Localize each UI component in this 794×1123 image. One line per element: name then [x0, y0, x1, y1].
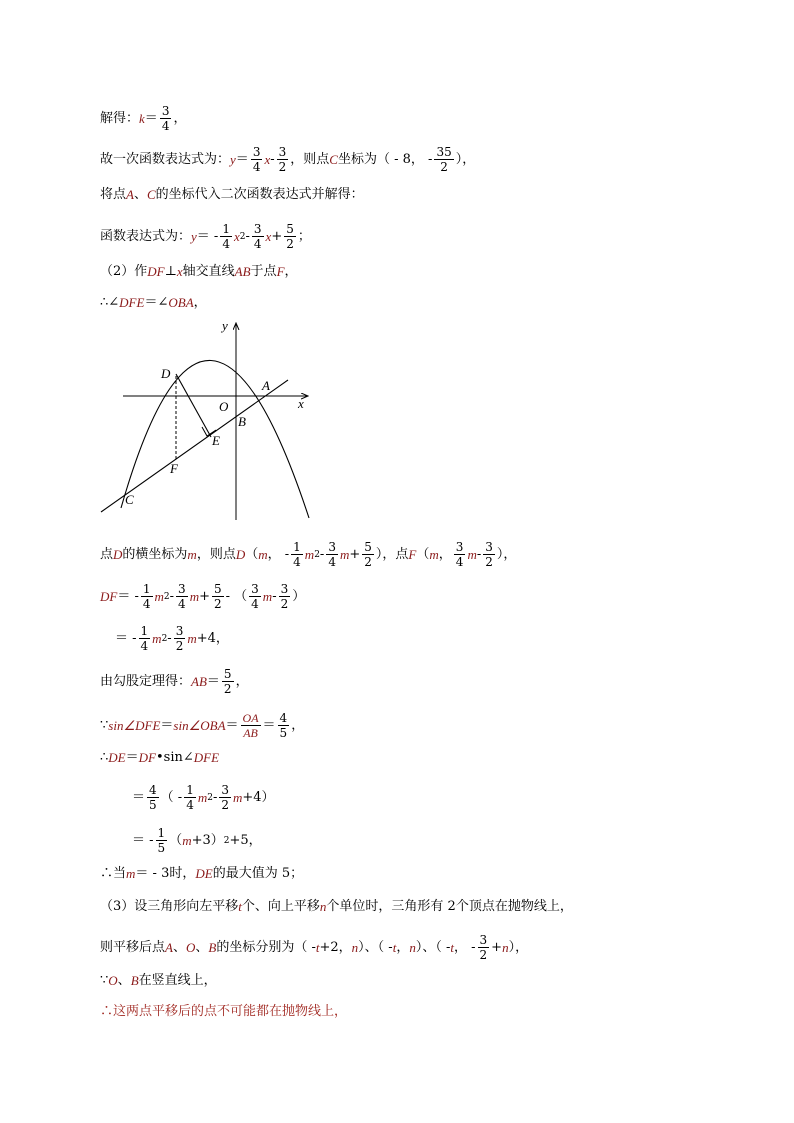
line-pythagorean: 由勾股定理得： AB ＝ $\frac{5}{2}$ ，	[100, 667, 249, 696]
label-a: A	[262, 378, 270, 393]
line-sine-ratio: ∵ sin∠ DFE ＝ sin∠ OBA ＝ $\frac{OA}{AB}$ ＝ $\frac{4}{5}$ ，	[100, 711, 305, 740]
line-part2-construction: （2）作 DF ⊥ x 轴交直线 AB 于点 F ，	[100, 264, 298, 279]
line-de-vertex-form: ＝ - $\frac{1}{5}$ （ m +3） 2 +5，	[132, 826, 262, 855]
line-max-value: ∴当 m ＝ - 3时， DE 的最大值为 5；	[100, 866, 304, 881]
line-substitute-points: 将点 A 、 C 的坐标代入二次函数表达式并解得：	[100, 187, 364, 202]
line-de-definition: ∴ DE ＝ DF •sin∠ DFE	[100, 750, 220, 765]
line-solve-k: 解得： k ＝ $\frac{3}{4}$ ，	[100, 104, 187, 133]
line-de-expand: ＝ $\frac{4}{5}$ （ - $\frac{1}{4}$ m 2 - $\frac{3}{2}$ m +4）	[132, 783, 275, 812]
segment-de	[176, 374, 211, 437]
line-quadratic-function: 函数表达式为： y ＝ - $\frac{1}{4}$ x 2 - $\frac{3}{4}$ x + $\frac{5}{2}$ ；	[100, 222, 311, 251]
line-df-simplified: ＝ - $\frac{1}{4}$ m 2 - $\frac{3}{2}$ m +4，	[115, 624, 229, 653]
line-vertical-line: ∵ O 、 B 在竖直线上，	[100, 973, 217, 988]
label-c: C	[125, 492, 134, 507]
line-conclusion: ∴这两点平移后的点不可能都在抛物线上，	[100, 1004, 348, 1019]
line-part3-translation: （3）设三角形向左平移 t 个、向上平移 n 个单位时，三角形有 2个顶点在抛物线上，	[100, 899, 573, 914]
label-y: y	[222, 318, 228, 333]
line-point-coordinates: 点 D 的横坐标为 m ，则点 D （ m ， - $\frac{1}{4}$ m 2 - $\frac{3}{4}$ m + $\frac{5}{2}$ ），点 F （ m ， $\frac{3}{4}$ m - $\frac{3}{2}$ ），	[100, 540, 517, 569]
label-f: F	[170, 461, 178, 476]
label-e: E	[212, 433, 220, 448]
fraction: $\frac{3}{4}$	[161, 104, 170, 133]
label-x: x	[298, 396, 304, 411]
line-angle-equal: ∴∠ DFE ＝∠ OBA ，	[100, 295, 207, 310]
line-translated-coordinates: 则平移后点 A 、 O 、 B 的坐标分别为（ - t +2， n ）、（ - t ， n ）、（ - t ， - $\frac{3}{2}$ + n ），	[100, 933, 529, 962]
line-df-expression: DF ＝ - $\frac{1}{4}$ m 2 - $\frac{3}{4}$ m + $\frac{5}{2}$ - （ $\frac{3}{4}$ m - $\frac{3}{2}$ ）	[100, 582, 306, 611]
parabola-figure	[95, 318, 315, 528]
line-linear-function: 故一次函数表达式为： y ＝ $\frac{3}{4}$ x - $\frac{3}{2}$ ，则点 C 坐标为（ - 8， - $\frac{35}{2}$ ），	[100, 145, 476, 174]
label-b: B	[238, 414, 246, 429]
label-d: D	[161, 366, 171, 381]
label-o: O	[219, 399, 229, 414]
